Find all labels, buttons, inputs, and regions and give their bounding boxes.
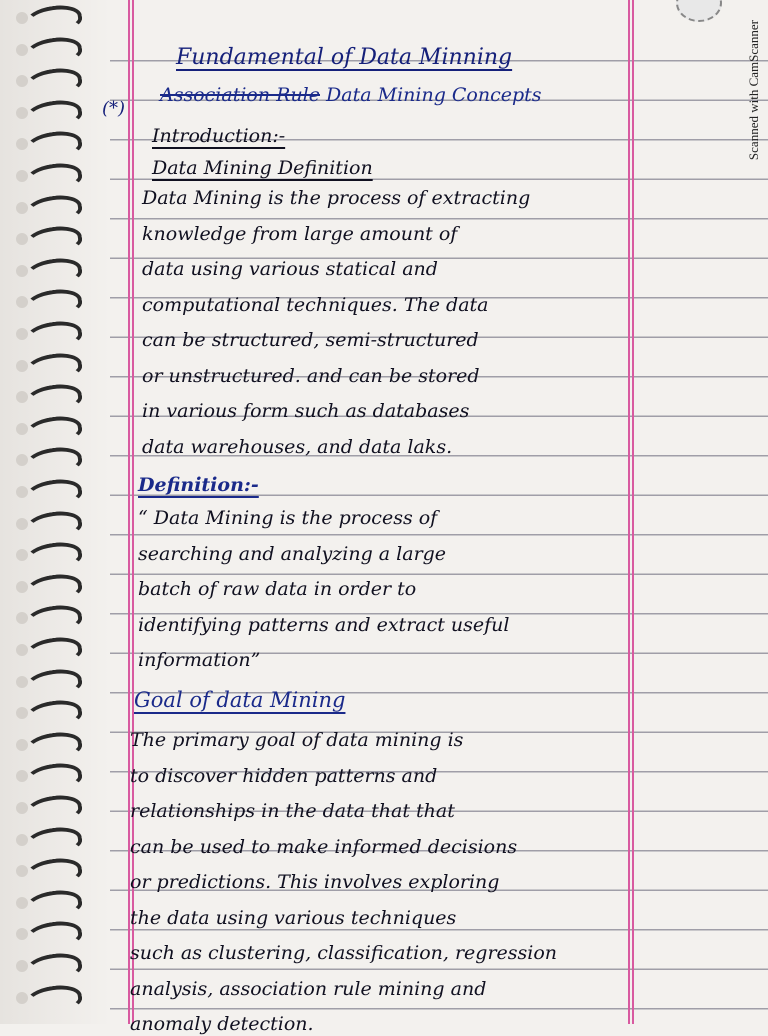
- struck-subtitle: Association Rule: [160, 84, 320, 106]
- spiral-coil: [24, 571, 83, 605]
- spiral-coil: [24, 287, 83, 321]
- subtitle-line: [160, 83, 720, 107]
- spiral-coil: [24, 350, 83, 384]
- introduction-heading: Introduction:-: [152, 125, 286, 147]
- goal-line: to discover hidden patterns and: [130, 764, 438, 787]
- goal-line: anomaly detection.: [130, 1013, 314, 1035]
- spiral-binding: [0, 0, 110, 1024]
- quote-line: identifying patterns and extract useful: [138, 613, 510, 636]
- goal-heading: Goal of data Mining: [134, 688, 346, 712]
- goal-line: analysis, association rule mining and: [130, 977, 487, 1000]
- spiral-coil: [24, 508, 83, 542]
- spiral-coil: [24, 887, 83, 921]
- definition-line: computational techniques. The data: [142, 293, 489, 316]
- spiral-coil: [24, 318, 83, 352]
- quote-line: batch of raw data in order to: [138, 578, 417, 600]
- spiral-coil: [24, 129, 83, 163]
- goal-line: can be used to make informed decisions: [130, 835, 518, 858]
- goal-line: or predictions. This involves exploring: [130, 871, 500, 893]
- page-title: Fundamental of Data Minning: [176, 45, 513, 70]
- spiral-coil: [24, 634, 83, 668]
- spiral-coil: [24, 697, 83, 731]
- spiral-coil: [24, 855, 83, 889]
- spiral-coil: [24, 982, 83, 1016]
- definition-line: data using various statical and: [142, 258, 438, 280]
- definition-line: knowledge from large amount of: [142, 222, 458, 245]
- definition-heading: Data Mining Definition: [152, 157, 373, 179]
- quote-line: searching and analyzing a large: [138, 542, 447, 565]
- spiral-coil: [24, 34, 83, 68]
- quote-line: “ Data Mining is the process of: [138, 507, 438, 529]
- spiral-coil: [24, 192, 83, 226]
- spiral-coil: [24, 539, 83, 573]
- spiral-coil: [24, 2, 83, 36]
- spiral-coil: [24, 666, 83, 700]
- goal-line: the data using various techniques: [130, 906, 457, 929]
- corner-seal-icon: [676, 0, 722, 22]
- definition-line: data warehouses, and data laks.: [142, 435, 453, 458]
- definition2-heading: Definition:-: [138, 474, 259, 496]
- spiral-coil: [24, 792, 83, 826]
- scanner-caption: Scanned with CamScanner: [746, 20, 761, 161]
- subtitle-text: Data Mining Concepts: [326, 84, 542, 106]
- spiral-coil: [24, 381, 83, 415]
- spiral-coil: [24, 445, 83, 479]
- definition-line: can be structured, semi-structured: [142, 329, 479, 351]
- spiral-coil: [24, 476, 83, 510]
- spiral-coil: [24, 824, 83, 858]
- goal-line: The primary goal of data mining is: [130, 729, 464, 751]
- spiral-coil: [24, 603, 83, 637]
- definition-line: or unstructured. and can be stored: [142, 364, 480, 387]
- spiral-coil: [24, 413, 83, 447]
- definition-line: in various form such as databases: [142, 400, 470, 422]
- spiral-coil: [24, 223, 83, 257]
- spiral-coil: [24, 65, 83, 99]
- spiral-coil: [24, 761, 83, 795]
- star-marker: (*): [102, 98, 126, 119]
- goal-line: such as clustering, classification, regression: [130, 942, 558, 964]
- goal-line: relationships in the data that that: [130, 800, 455, 822]
- spiral-coil: [24, 919, 83, 953]
- definition-line: Data Mining is the process of extracting: [142, 187, 531, 209]
- quote-line: information”: [138, 649, 261, 671]
- spiral-coil: [24, 160, 83, 194]
- spiral-coil: [24, 255, 83, 289]
- spiral-coil: [24, 729, 83, 763]
- spiral-coil: [24, 950, 83, 984]
- spiral-coil: [24, 97, 83, 131]
